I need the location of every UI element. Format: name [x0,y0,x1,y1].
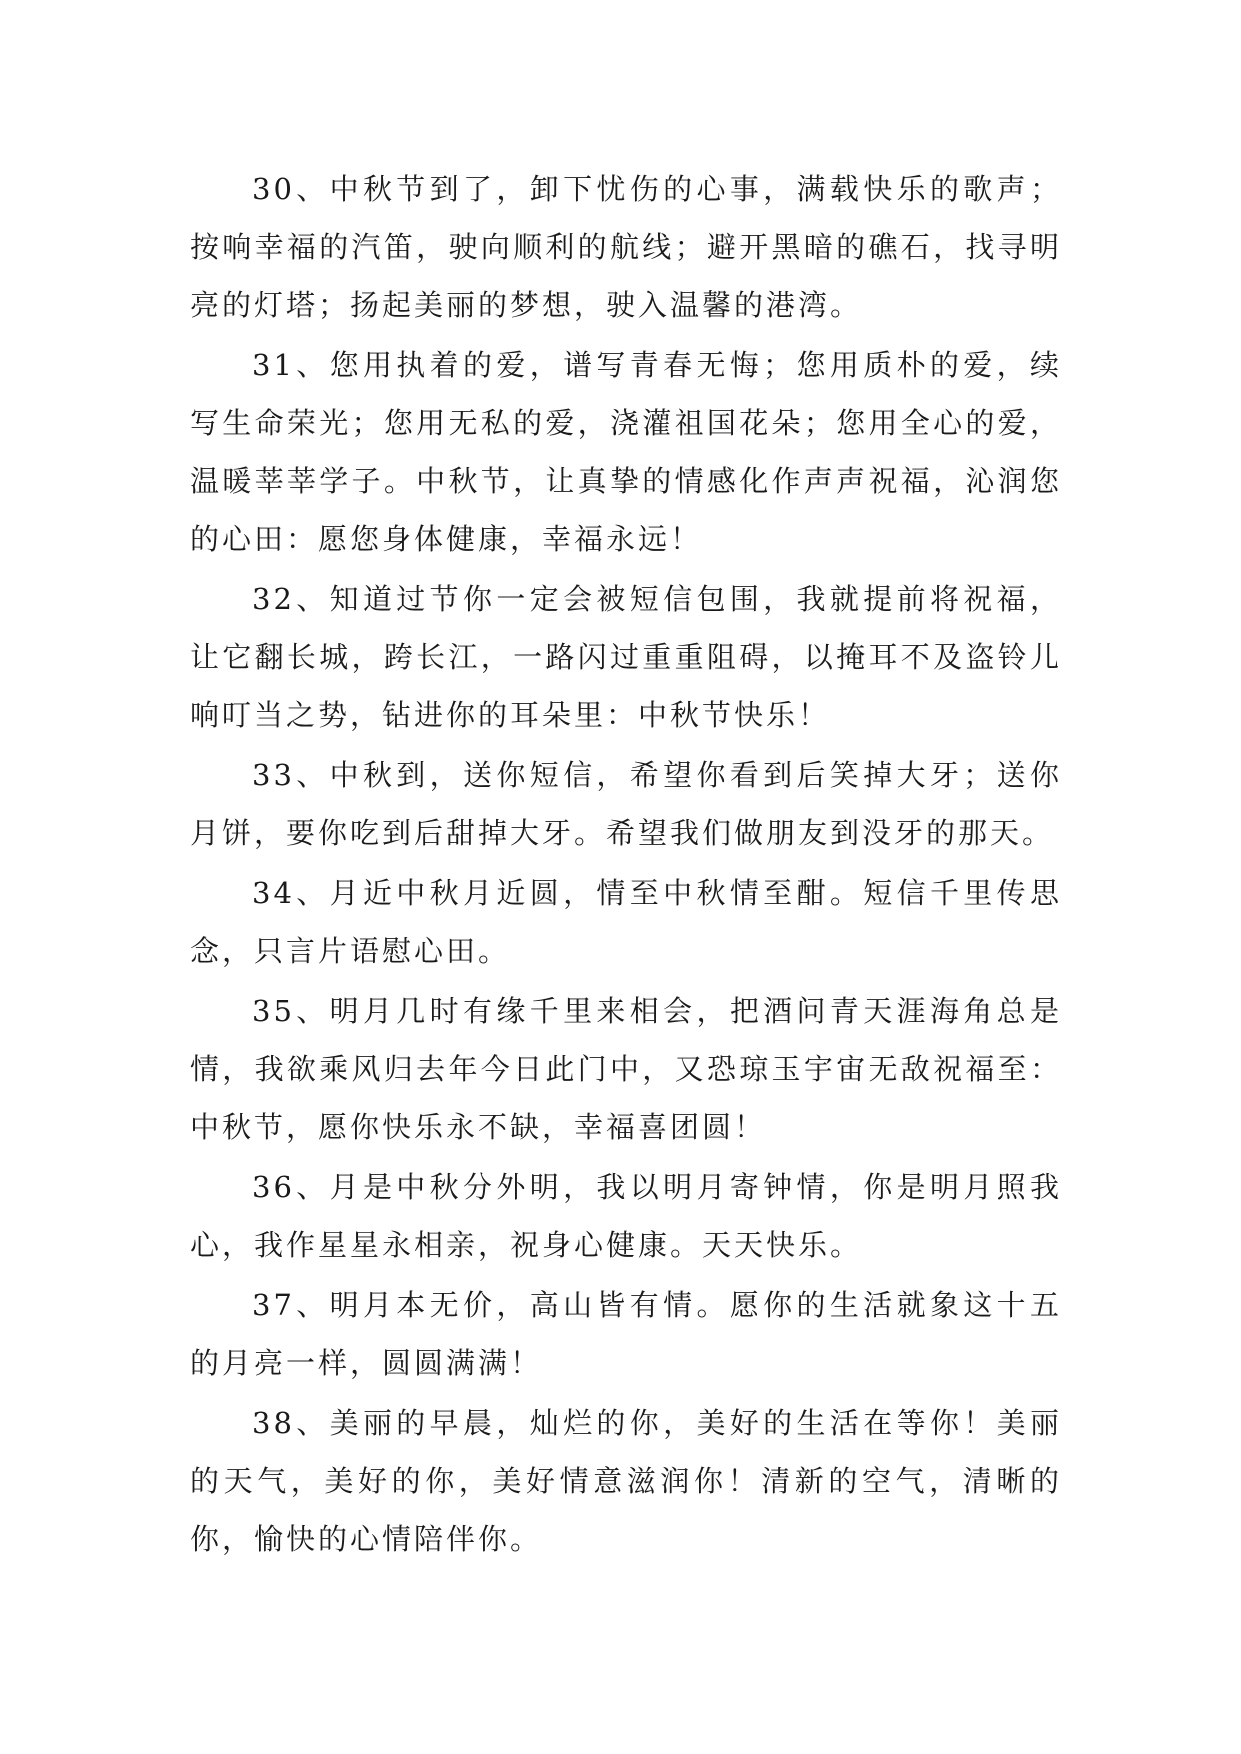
paragraph-30: 30、中秋节到了，卸下忧伤的心事，满载快乐的歌声；按响幸福的汽笛，驶向顺利的航线；避开黑暗的礁石，找寻明亮的灯塔；扬起美丽的梦想，驶入温馨的港湾。 [190,172,1062,322]
paragraph-31: 31、您用执着的爱，谱写青春无悔；您用质朴的爱，续写生命荣光；您用无私的爱，浇灌祖国花朵；您用全心的爱，温暖莘莘学子。中秋节，让真挚的情感化作声声祝福，沁润您的心田：愿您身体健康，幸福永远！ [190,348,1062,556]
paragraph-36: 36、月是中秋分外明，我以明月寄钟情，你是明月照我心，我作星星永相亲，祝身心健康。天天快乐。 [190,1170,1062,1262]
paragraph-38: 38、美丽的早晨，灿烂的你，美好的生活在等你！美丽的天气，美好的你，美好情意滋润你！清新的空气，清晰的你，愉快的心情陪伴你。 [190,1406,1062,1556]
paragraph-35: 35、明月几时有缘千里来相会，把酒问青天涯海角总是情，我欲乘风归去年今日此门中，又恐琼玉宇宙无敌祝福至：中秋节，愿你快乐永不缺，幸福喜团圆！ [190,994,1062,1144]
document-body [190,160,1062,1570]
paragraph-34: 34、月近中秋月近圆，情至中秋情至酣。短信千里传思念，只言片语慰心田。 [190,876,1062,968]
paragraph-37: 37、明月本无价，高山皆有情。愿你的生活就象这十五的月亮一样，圆圆满满！ [190,1288,1062,1380]
paragraph-32: 32、知道过节你一定会被短信包围，我就提前将祝福，让它翻长城，跨长江，一路闪过重重阻碍，以掩耳不及盗铃儿响叮当之势，钻进你的耳朵里：中秋节快乐！ [190,582,1062,732]
paragraph-33: 33、中秋到，送你短信，希望你看到后笑掉大牙；送你月饼，要你吃到后甜掉大牙。希望我们做朋友到没牙的那天。 [190,758,1062,850]
